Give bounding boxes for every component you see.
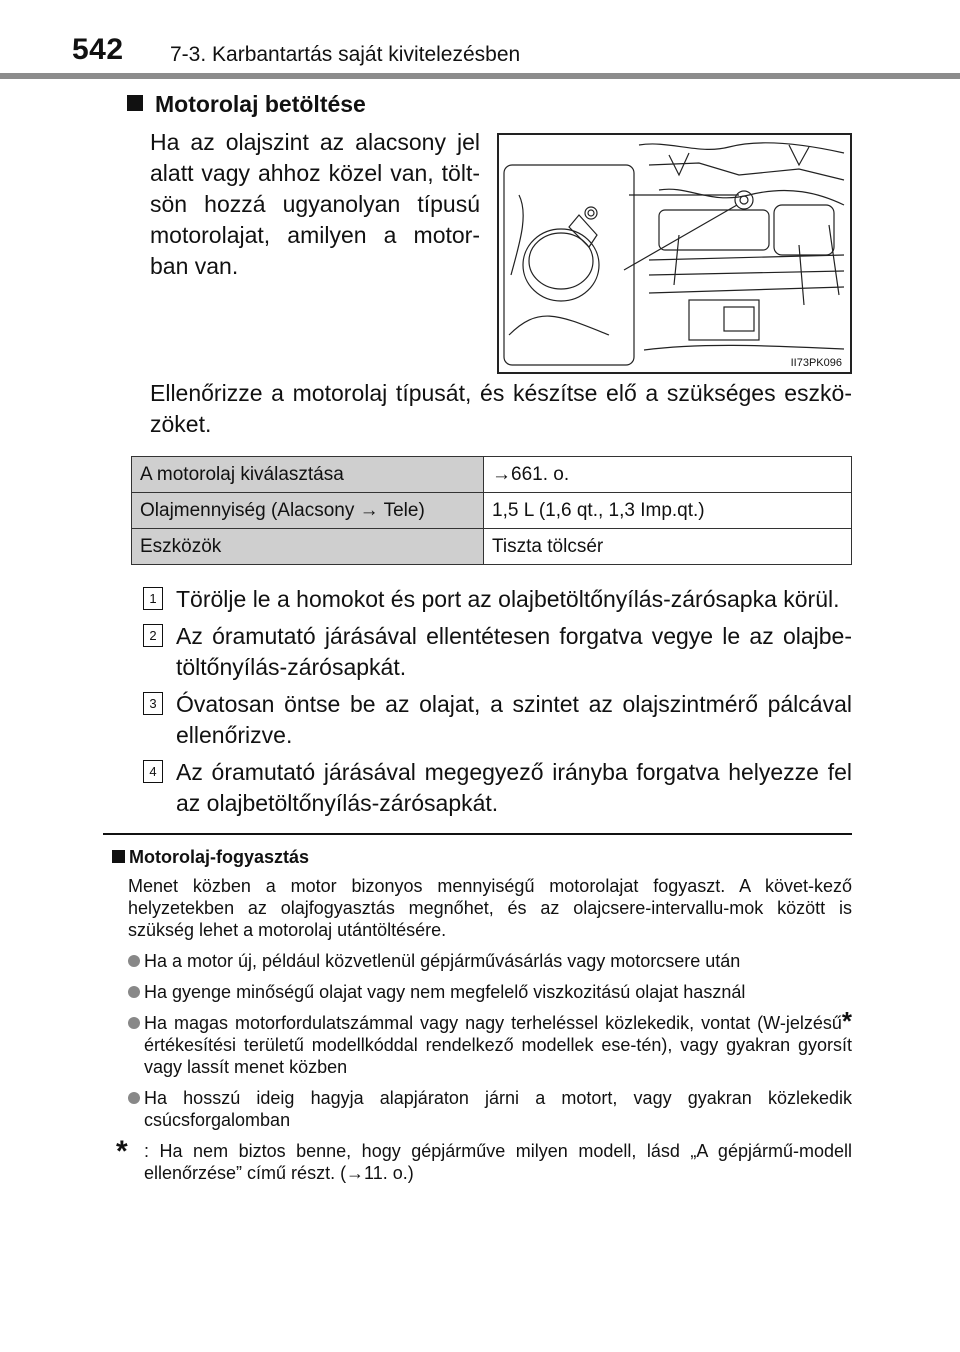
table-row — [132, 493, 852, 529]
note-title — [112, 846, 852, 868]
list-item — [112, 981, 852, 1003]
bullet-dot-icon — [128, 1017, 140, 1029]
section-title — [127, 91, 366, 118]
step-list — [140, 584, 852, 825]
step-number-badge: 2 — [143, 624, 163, 647]
bullet-text-continued: értékesítési területű modellkóddal rendelkező modellek ese-tén), vagy gyakran gyorsít vagy lassít menet közben — [144, 1035, 852, 1077]
page-header — [0, 0, 960, 80]
list-item — [112, 1006, 852, 1078]
list-item — [112, 1087, 852, 1131]
page-number: 542 — [72, 33, 124, 66]
table-cell-value: 1,5 L (1,6 qt., 1,3 Imp.qt.) — [484, 493, 852, 529]
footnote-text: : Ha nem biztos benne, hogy gépjárműve milyen modell, lásd „A gépjármű-modell ellenőrzése” című részt. (→11. o.) — [144, 1141, 852, 1183]
square-bullet-icon — [112, 850, 125, 863]
table-row — [132, 529, 852, 565]
note-title-text: Motorolaj-fogyasztás — [129, 847, 310, 867]
asterisk-marker: * — [841, 1006, 852, 1036]
bullet-dot-icon — [128, 955, 140, 967]
header-rule — [0, 73, 960, 79]
table-cell-value: Tiszta tölcsér — [484, 529, 852, 565]
table-row — [132, 457, 852, 493]
step-item — [140, 689, 852, 751]
footnote — [112, 1135, 852, 1184]
step-text: Óvatosan öntse be az olajat, a szintet az olajszintmérő pálcával ellenőrizve. — [176, 691, 852, 748]
engine-bay-illustration — [499, 135, 850, 372]
step-text: Törölje le a homokot és port az olajbetöltőnyílás-zárósapka körül. — [176, 586, 840, 612]
table-cell-value: →661. o. — [484, 457, 852, 493]
step-text: Az óramutató járásával ellentétesen forgatva vegye le az olajbe-töltőnyílás-zárósapkát. — [176, 623, 852, 680]
figure-code: II73PK096 — [790, 357, 842, 369]
note-box — [112, 846, 852, 1184]
bullet-text: Ha magas motorfordulatszámmal vagy nagy terheléssel közlekedik, vontat (W-jelzésű — [144, 1013, 842, 1033]
step-item — [140, 584, 852, 615]
check-paragraph: Ellenőrizze a motorolaj típusát, és készítse elő a szükséges eszkö-zöket. — [150, 380, 852, 437]
step-number-badge: 3 — [143, 692, 163, 715]
step-number-badge: 1 — [143, 587, 163, 610]
section-divider — [103, 833, 852, 835]
spec-table — [131, 456, 852, 565]
bullet-dot-icon — [128, 986, 140, 998]
intro-paragraph: Ha az olajszint az alacsony jel alatt vagy ahhoz közel van, tölt-sön hozzá ugyanolyan típusú motorolajat, amilyen a motor-ban van. — [150, 129, 480, 279]
bullet-text: Ha a motor új, például közvetlenül gépjárművásárlás vagy motorcsere után — [144, 951, 741, 971]
bullet-text: Ha gyenge minőségű olajat vagy nem megfelelő viszkozitású olajat használ — [144, 982, 746, 1002]
table-cell-label: A motorolaj kiválasztása — [132, 457, 484, 493]
step-text: Az óramutató járásával megegyező irányba forgatva helyezze fel az olajbetöltőnyílás-zárósapkát. — [176, 759, 852, 816]
table-cell-label: Eszközök — [132, 529, 484, 565]
list-item — [112, 950, 852, 972]
footnote-asterisk: * — [116, 1135, 128, 1168]
square-bullet-icon — [127, 95, 143, 111]
oil-cap-figure — [497, 133, 852, 374]
bullet-dot-icon — [128, 1092, 140, 1104]
step-item — [140, 621, 852, 683]
table-cell-label: Olajmennyiség (Alacsony → Tele) — [132, 493, 484, 529]
step-number-badge: 4 — [143, 760, 163, 783]
bullet-text: Ha hosszú ideig hagyja alapjáraton járni a motort, vagy gyakran közlekedik csúcsforgalomban — [144, 1088, 852, 1130]
chapter-title: 7-3. Karbantartás saját kivitelezésben — [170, 43, 521, 66]
section-title-text: Motorolaj betöltése — [155, 91, 366, 117]
note-body: Menet közben a motor bizonyos mennyiségű motorolajat fogyaszt. A követ-kező helyzetekben az olajfogyasztás megnőhet, és az olajcsere-intervallu-mok között is szükség lehet a motorolaj utántöltésére. — [128, 876, 852, 940]
step-item — [140, 757, 852, 819]
